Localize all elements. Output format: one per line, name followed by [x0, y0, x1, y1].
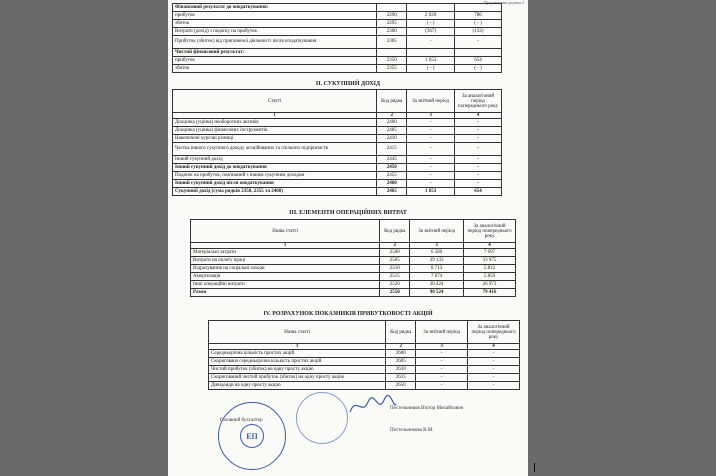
column-header: Назва статті — [191, 220, 380, 243]
row-name: Інший сукупний дохід після оподаткування — [173, 179, 377, 187]
row-name: Дивіденди на одну просту акцію — [209, 382, 386, 390]
row-current-value: - — [407, 36, 455, 49]
row-name: Матеріальні затрати — [191, 249, 380, 257]
director-signature: Пестельников Віктор Михайлович — [390, 406, 464, 411]
row-previous-value: - — [455, 155, 502, 163]
row-previous-value: - — [455, 163, 502, 171]
row-code: 2610 — [386, 366, 416, 374]
financial-result-table — [172, 3, 502, 73]
row-name: Чистий фінансовий результат: — [173, 48, 377, 56]
row-code: 2550 — [380, 289, 410, 297]
table-row — [173, 56, 502, 64]
column-header: Код рядка — [386, 321, 416, 344]
column-index: 3 — [410, 243, 464, 249]
table-header-row — [173, 90, 502, 113]
row-code: 2650 — [386, 382, 416, 390]
column-index: 2 — [377, 113, 407, 119]
row-code: 2600 — [386, 350, 416, 358]
table-row — [191, 281, 516, 289]
table-row — [173, 64, 502, 72]
row-name: Дооцінка (уцінка) необоротних активів — [173, 119, 377, 127]
table-row — [173, 4, 502, 12]
table-row — [173, 48, 502, 56]
row-name: Інший сукупний дохід до оподаткування — [173, 163, 377, 171]
section4-title: IV. РОЗРАХУНОК ПОКАЗНИКІВ ПРИБУТКОВОСТІ АКЦІЙ — [263, 311, 433, 317]
column-header: За звітний період — [407, 90, 455, 113]
row-current-value: - — [407, 163, 455, 171]
row-current-value: - — [407, 179, 455, 187]
table-row — [173, 155, 502, 163]
row-previous-value: 654 — [455, 56, 502, 64]
column-index: 3 — [416, 344, 468, 350]
table-row — [173, 143, 502, 156]
row-code: 2290 — [377, 12, 407, 20]
row-code: 2450 — [377, 163, 407, 171]
row-name: Скоригована середньорічна кількість простих акцій — [209, 358, 386, 366]
table-row — [173, 127, 502, 135]
table-row — [209, 374, 520, 382]
table-row — [209, 382, 520, 390]
row-previous-value: - — [468, 382, 520, 390]
row-name: Сукупний дохід (сума рядків 2350, 2355 та 2460) — [173, 187, 377, 195]
row-current-value: - — [416, 374, 468, 382]
row-code: 2415 — [377, 143, 407, 156]
table-row — [191, 265, 516, 273]
accountant-signature: Пестельникова В.М. — [390, 428, 434, 433]
comprehensive-income-table — [172, 89, 502, 196]
table-header-row — [191, 220, 516, 243]
column-index: 4 — [455, 113, 502, 119]
row-current-value: - — [407, 143, 455, 156]
row-name: Скоригований чистий прибуток (збиток) на одну просту акцію — [209, 374, 386, 382]
row-name: збиток — [173, 64, 377, 72]
row-current-value: (367) — [407, 28, 455, 36]
row-name: Інший сукупний дохід — [173, 155, 377, 163]
text-cursor — [534, 463, 535, 472]
row-name: Частка іншого сукупного доходу асоційованих та спільних підприємств — [173, 143, 377, 156]
row-current-value: 7 674 — [410, 273, 464, 281]
row-name: Накопичені курсові різниці — [173, 135, 377, 143]
row-name: Відрахування на соціальні заходи — [191, 265, 380, 273]
column-index: 4 — [464, 243, 516, 249]
column-header: За аналогічний період попереднього року — [468, 321, 520, 344]
row-name: Прибуток (збиток) від припиненої діяльності після оподаткування — [173, 36, 377, 49]
table-row — [173, 171, 502, 179]
row-previous-value: 5 859 — [464, 273, 516, 281]
column-header: За звітний період — [416, 321, 468, 344]
electronic-stamp: ЕП — [218, 402, 286, 470]
row-current-value: 8 713 — [410, 265, 464, 273]
row-code: 2305 — [377, 36, 407, 49]
table-row — [209, 366, 520, 374]
row-previous-value: 5 812 — [464, 265, 516, 273]
row-current-value — [407, 4, 455, 12]
row-name: Інші операційні витрати — [191, 281, 380, 289]
row-code: 2460 — [377, 179, 407, 187]
row-code: 2505 — [380, 257, 410, 265]
row-name: прибуток — [173, 56, 377, 64]
row-current-value: ( - ) — [407, 20, 455, 28]
section3-title: III. ЕЛЕМЕНТИ ОПЕРАЦІЙНИХ ВИТРАТ — [289, 210, 407, 216]
row-current-value: - — [407, 127, 455, 135]
row-current-value: 30 424 — [410, 281, 464, 289]
round-seal — [296, 392, 348, 444]
row-current-value: - — [407, 155, 455, 163]
column-index: 1 — [173, 113, 377, 119]
row-current-value: - — [407, 119, 455, 127]
row-code: 2295 — [377, 20, 407, 28]
row-name: Витрати на оплату праці — [191, 257, 380, 265]
row-previous-value: - — [468, 374, 520, 382]
table-row — [173, 12, 502, 20]
column-header: Статті — [173, 90, 377, 113]
row-code — [377, 48, 407, 56]
row-name: Середньорічна кількість простих акцій — [209, 350, 386, 358]
row-code: 2500 — [380, 249, 410, 257]
row-current-value: - — [416, 350, 468, 358]
row-previous-value: - — [455, 36, 502, 49]
row-code: 2615 — [386, 374, 416, 382]
row-previous-value: - — [455, 171, 502, 179]
section2-title: II. СУКУПНИЙ ДОХІД — [315, 81, 381, 87]
table-row — [173, 135, 502, 143]
row-name: збиток — [173, 20, 377, 28]
column-header: Код рядка — [377, 90, 407, 113]
row-code: 2455 — [377, 171, 407, 179]
column-index: 2 — [386, 344, 416, 350]
table-row — [173, 36, 502, 49]
column-header: Назва статті — [209, 321, 386, 344]
row-code: 2605 — [386, 358, 416, 366]
row-previous-value: 786 — [455, 12, 502, 20]
row-code — [377, 4, 407, 12]
row-current-value: - — [416, 366, 468, 374]
row-previous-value: - — [455, 135, 502, 143]
row-name: Фінансовий результат до оподаткування: — [173, 4, 377, 12]
column-header: За аналогічний період попереднього року — [464, 220, 516, 243]
row-previous-value: - — [455, 143, 502, 156]
row-code: 2300 — [377, 28, 407, 36]
table-row — [173, 119, 502, 127]
row-current-value: ( - ) — [407, 64, 455, 72]
column-index: 3 — [407, 113, 455, 119]
row-previous-value: (132) — [455, 28, 502, 36]
row-previous-value: ( - ) — [455, 64, 502, 72]
row-name: прибуток — [173, 12, 377, 20]
row-current-value: 90 524 — [410, 289, 464, 297]
column-header: За звітний період — [410, 220, 464, 243]
row-previous-value: - — [468, 366, 520, 374]
top-note: Продовження додатка 2 — [483, 0, 524, 5]
row-current-value: 1 653 — [407, 187, 455, 195]
row-current-value: 1 653 — [407, 56, 455, 64]
table-row — [191, 249, 516, 257]
document-page — [168, 0, 528, 476]
row-previous-value: - — [455, 127, 502, 135]
table-row — [173, 20, 502, 28]
share-profitability-table — [208, 320, 520, 390]
accountant-label: Головний бухгалтер — [220, 418, 263, 423]
table-row — [191, 257, 516, 265]
row-code: 2405 — [377, 127, 407, 135]
row-name: Разом — [191, 289, 380, 297]
table-row — [191, 273, 516, 281]
table-row — [173, 28, 502, 36]
row-name: Чистий прибуток (збиток) на одну просту акцію — [209, 366, 386, 374]
row-previous-value: 33 975 — [464, 257, 516, 265]
row-current-value: 39 133 — [410, 257, 464, 265]
handwritten-signature — [348, 394, 398, 418]
row-code: 2465 — [377, 187, 407, 195]
row-previous-value: - — [468, 358, 520, 366]
row-name: Дооцінка (уцінка) фінансових інструментів — [173, 127, 377, 135]
operating-expenses-table — [190, 219, 516, 297]
table-header-row — [209, 321, 520, 344]
row-previous-value — [455, 48, 502, 56]
row-name: Амортизація — [191, 273, 380, 281]
row-previous-value: - — [455, 179, 502, 187]
row-previous-value — [455, 4, 502, 12]
row-previous-value: 654 — [455, 187, 502, 195]
row-name: Податок на прибуток, пов'язаний з іншим сукупним доходом — [173, 171, 377, 179]
row-current-value: - — [407, 135, 455, 143]
row-code: 2350 — [377, 56, 407, 64]
row-previous-value: 26 973 — [464, 281, 516, 289]
row-code: 2410 — [377, 135, 407, 143]
column-index: 2 — [380, 243, 410, 249]
row-current-value: - — [416, 358, 468, 366]
row-previous-value: - — [468, 350, 520, 358]
row-code: 2520 — [380, 281, 410, 289]
row-code: 2510 — [380, 265, 410, 273]
row-name: Витрати (дохід) з податку на прибуток — [173, 28, 377, 36]
table-row — [209, 350, 520, 358]
table-row — [173, 187, 502, 195]
row-current-value: 6 580 — [410, 249, 464, 257]
row-previous-value: ( - ) — [455, 20, 502, 28]
table-row — [191, 289, 516, 297]
row-code: 2515 — [380, 273, 410, 281]
column-index: 1 — [191, 243, 380, 249]
row-previous-value: 79 416 — [464, 289, 516, 297]
table-row — [173, 163, 502, 171]
row-current-value: 2 020 — [407, 12, 455, 20]
row-code: 2355 — [377, 64, 407, 72]
row-previous-value: 7 697 — [464, 249, 516, 257]
table-row — [209, 358, 520, 366]
row-previous-value: - — [455, 119, 502, 127]
column-header: Код рядка — [380, 220, 410, 243]
row-code: 2445 — [377, 155, 407, 163]
column-header: За аналогічний період попереднього року — [455, 90, 502, 113]
column-index: 4 — [468, 344, 520, 350]
row-code: 2400 — [377, 119, 407, 127]
table-row — [173, 179, 502, 187]
row-current-value — [407, 48, 455, 56]
row-current-value: - — [416, 382, 468, 390]
row-current-value: - — [407, 171, 455, 179]
column-index: 1 — [209, 344, 386, 350]
